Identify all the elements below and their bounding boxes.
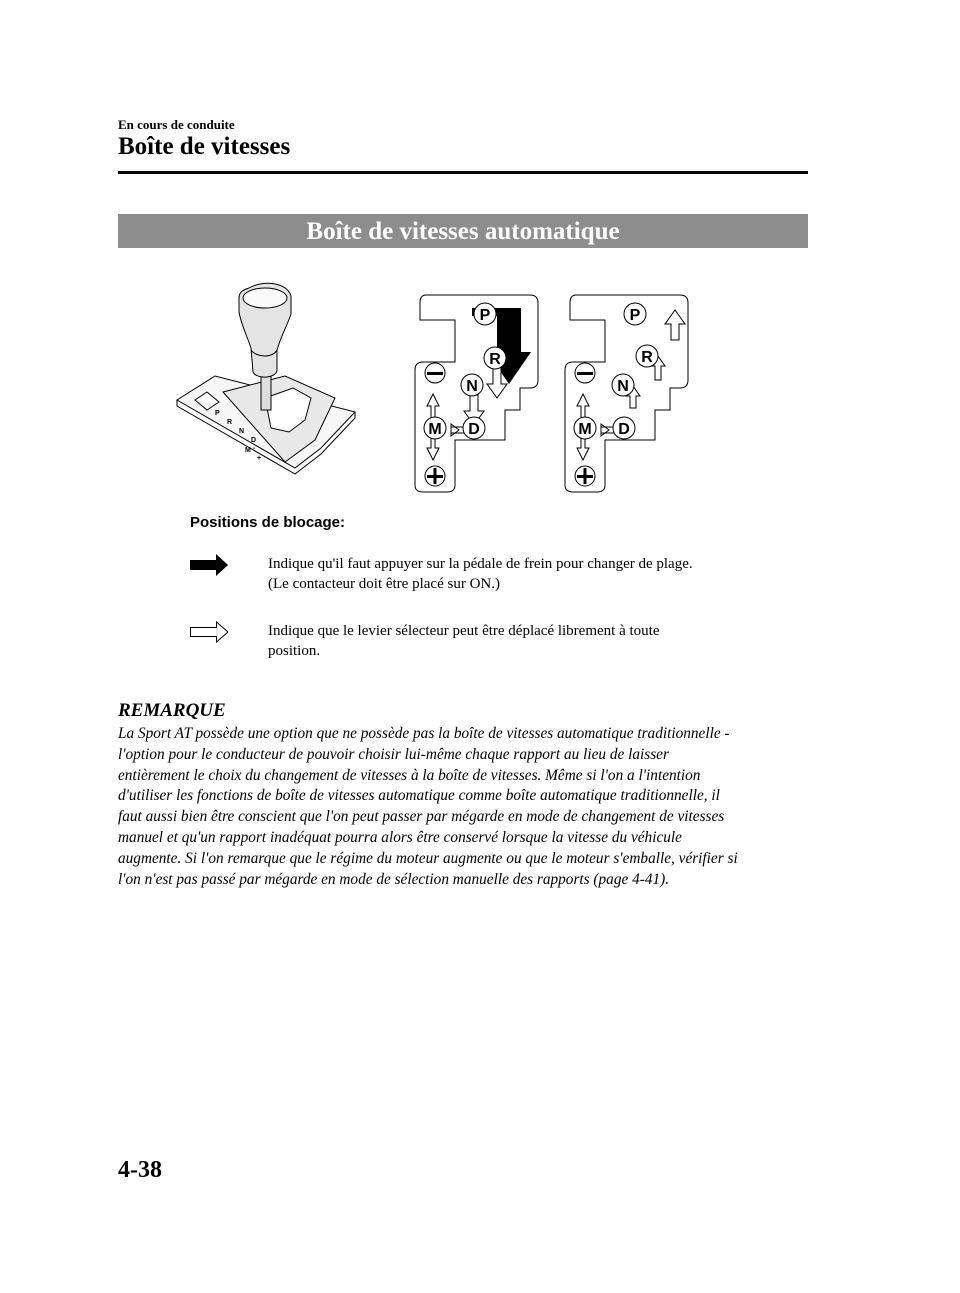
note-line: l'option pour le conducteur de pouvoir choisir lui-même chaque rapport au lieu de laisser — [118, 745, 669, 763]
legend-line: Indique qu'il faut appuyer sur la pédale de frein pour changer de plage. — [268, 556, 693, 572]
shift-diagram — [165, 280, 705, 495]
gate-letter-d: D — [468, 421, 480, 438]
note-line: d'utiliser les fonctions de boîte de vitesses automatique comme boîte automatique traditionnelle, il — [118, 787, 720, 805]
legend-heading: Positions de blocage: — [190, 514, 346, 531]
gate-letter-n: N — [466, 378, 478, 395]
note-line: entièrement le choix du changement de vitesses à la boîte de vitesses. Même si l'on a l'intention — [118, 766, 701, 784]
legend-line: position. — [268, 643, 321, 659]
section-label: En cours de conduite — [118, 117, 235, 132]
gate-letter-d: D — [618, 421, 630, 438]
section-banner: Boîte de vitesses automatique — [118, 214, 808, 248]
legend-text — [268, 554, 748, 594]
lever-letter: + — [257, 455, 262, 462]
lever-letter: N — [239, 428, 245, 435]
gate-letter-r: R — [489, 351, 501, 368]
page-number: 4-38 — [118, 1157, 162, 1183]
outline-arrow-icon — [190, 621, 230, 643]
gate-letter-r: R — [641, 349, 653, 366]
gate-letter-n: N — [617, 378, 629, 395]
title-rule — [118, 171, 808, 174]
page-title: Boîte de vitesses — [118, 133, 291, 160]
lever-letter: M — [245, 447, 251, 454]
note-line: manuel et qu'un rapport inadéquat pourra alors être conservé lorsque la vitesse du véhicule — [118, 828, 682, 846]
gate-letter-m: M — [578, 421, 592, 438]
solid-arrow-icon — [190, 554, 230, 576]
note-title: REMARQUE — [118, 700, 226, 721]
note-line: La Sport AT possède une option que ne possède pas la boîte de vitesses automatique traditionnelle - — [118, 725, 730, 742]
lever-letter: - — [253, 445, 256, 452]
gate-letter-p: P — [629, 307, 641, 324]
note-line: faut aussi bien être conscient que l'on peut passer par mégarde en mode de changement de vitesses — [118, 808, 725, 826]
note-line: augmente. Si l'on remarque que le régime du moteur augmente ou que le moteur s'emballe, vérifier si — [118, 849, 738, 867]
gate-diagram-left — [415, 295, 538, 492]
gate-letter-m: M — [428, 421, 442, 438]
gate-letter-p: P — [479, 307, 491, 324]
free-arrow-icon — [665, 310, 685, 340]
legend-line: (Le contacteur doit être placé sur ON.) — [268, 576, 500, 592]
gate-diagram-right — [565, 295, 688, 492]
note-line: l'on n'est pas passé par mégarde en mode de sélection manuelle des rapports (page 4-41). — [118, 870, 670, 888]
legend-line: Indique que le levier sélecteur peut être déplacé librement à toute — [268, 623, 660, 639]
shift-lever-illustration — [177, 283, 355, 474]
lever-letter: D — [251, 437, 257, 444]
note-body — [118, 724, 808, 890]
lever-letter: R — [227, 419, 233, 426]
lever-letter: P — [215, 410, 220, 417]
legend-text — [268, 621, 748, 661]
